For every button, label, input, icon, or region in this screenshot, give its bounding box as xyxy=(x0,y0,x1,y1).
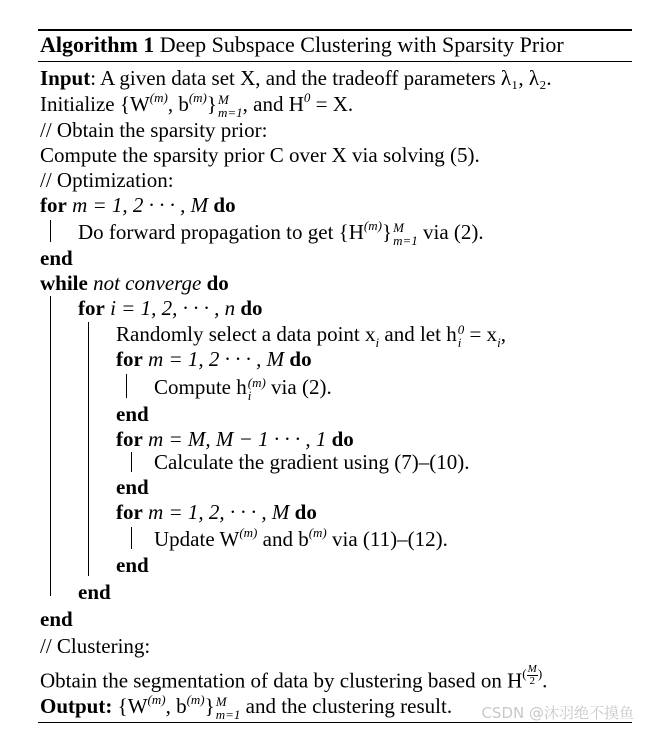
for-points-line xyxy=(78,296,263,320)
for-condition: m = M, M − 1 · · · , 1 xyxy=(148,427,327,451)
top-rule xyxy=(38,29,632,31)
for-update-line xyxy=(116,500,317,524)
end-compute: end xyxy=(116,402,149,426)
for-keyword: for xyxy=(116,427,143,451)
for-keyword: for xyxy=(116,500,143,524)
for-keyword: for xyxy=(116,347,143,371)
for-keyword: for xyxy=(40,193,67,217)
do-keyword: do xyxy=(206,271,229,295)
obtain-segmentation-line: Obtain the segmentation of data by clustering based on $H^{( \frac{M}{2} )}$. xyxy=(40,663,548,693)
for-condition: m = 1, 2 · · · , M xyxy=(72,193,209,217)
while-block-bar xyxy=(50,296,51,596)
comment-sparsity: // Obtain the sparsity prior: xyxy=(40,118,268,142)
for-points-block-bar xyxy=(88,322,89,576)
block-bar xyxy=(50,220,51,242)
input-text: : A given data set X, and the tradeoff parameters λ₁, λ₂. xyxy=(90,66,552,90)
gradient-body-line: Calculate the gradient using (7)–(10). xyxy=(154,450,470,474)
watermark: CSDN @沐羽绝不摸鱼 xyxy=(481,704,634,722)
for-condition: m = 1, 2 · · · , M xyxy=(148,347,285,371)
input-keyword: Input xyxy=(40,66,91,90)
do-keyword: do xyxy=(240,296,263,320)
input-line xyxy=(40,66,552,90)
algorithm-number: Algorithm 1 xyxy=(40,32,155,57)
for-forward-line xyxy=(40,193,236,217)
while-condition: not converge xyxy=(93,271,202,295)
algorithm-title xyxy=(40,33,564,57)
end-gradient: end xyxy=(116,475,149,499)
comment-clustering: // Clustering: xyxy=(40,634,151,658)
random-select-line: Randomly select a data point $x_i$ and let h 0 i = $x_i$, xyxy=(116,322,506,351)
do-keyword: do xyxy=(289,347,312,371)
algorithm-name: Deep Subspace Clustering with Sparsity Prior xyxy=(159,32,564,57)
while-keyword: while xyxy=(40,271,88,295)
comment-optimization: // Optimization: xyxy=(40,168,174,192)
update-body-line: Update $W^{(m)}$ and $b^{(m)}$ via (11)–(12). xyxy=(154,525,448,551)
end-forward: end xyxy=(40,246,73,270)
end-while: end xyxy=(40,607,73,631)
end-for-points: end xyxy=(78,580,111,604)
do-keyword: do xyxy=(213,193,236,217)
block-bar xyxy=(126,374,127,398)
output-line xyxy=(40,694,452,721)
forward-body-line: Do forward propagation to get $\{H^{(m)}\}$ M m=1 via (2). xyxy=(78,218,484,249)
end-update: end xyxy=(116,553,149,577)
for-condition: i = 1, 2, · · · , n xyxy=(110,296,236,320)
output-keyword: Output: xyxy=(40,694,113,718)
block-bar xyxy=(131,452,132,472)
for-condition: m = 1, 2, · · · , M xyxy=(148,500,290,524)
for-keyword: for xyxy=(78,296,105,320)
initialize-line: Initialize {$W^{(m)}$, $b^{(m)}$} M m=1 , and $H^0 = X$. xyxy=(40,90,354,121)
compute-body-line: Compute h (m) i via (2). xyxy=(154,375,332,404)
do-keyword: do xyxy=(294,500,317,524)
for-compute-line xyxy=(116,347,312,371)
for-gradient-line xyxy=(116,427,354,451)
output-text: {$W^{(m)}$, $b^{(m)}$} M m=1 and the clustering result. xyxy=(117,692,453,723)
title-rule xyxy=(38,61,632,62)
block-bar xyxy=(131,527,132,549)
compute-sparsity-line: Compute the sparsity prior C over X via solving (5). xyxy=(40,143,480,167)
do-keyword: do xyxy=(331,427,354,451)
while-line xyxy=(40,271,229,295)
